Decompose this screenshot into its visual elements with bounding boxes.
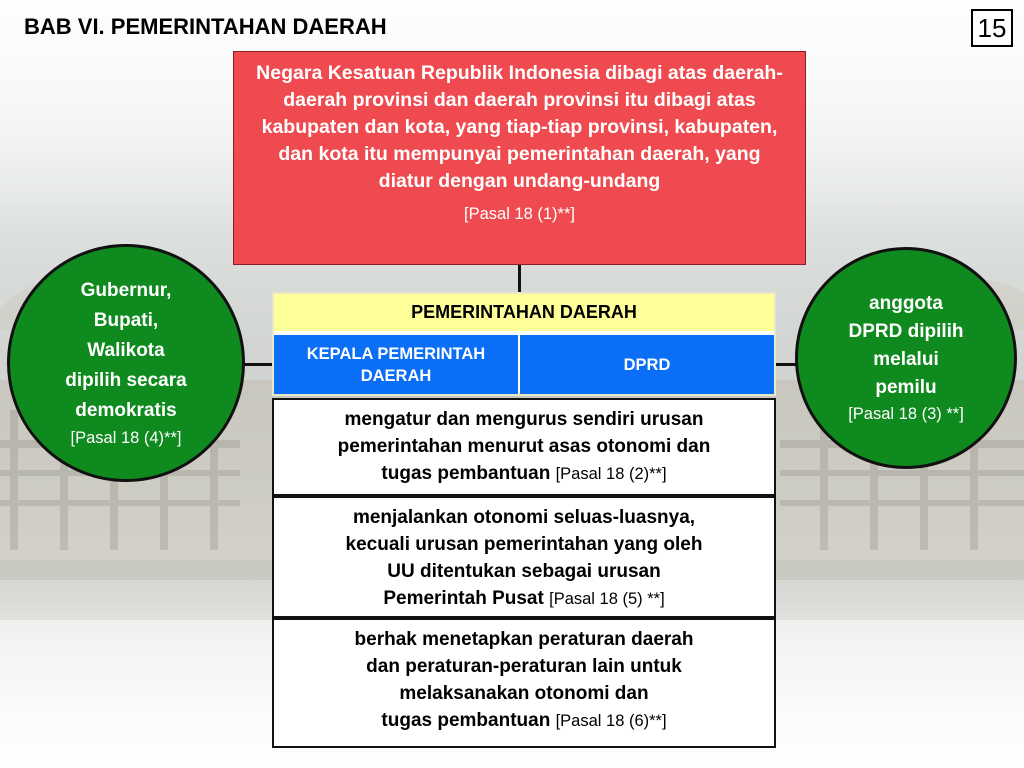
description-ref: [Pasal 18 (6)**] [555, 712, 667, 730]
kepala-pemerintah-daerah-cell: KEPALA PEMERINTAH DAERAH [274, 335, 518, 394]
constitution-ref: [Pasal 18 (1)**] [464, 205, 575, 223]
kepala-daerah-text: Gubernur, Bupati, Walikota dipilih secara demokratis [65, 280, 187, 421]
connector-top-to-center [518, 265, 521, 293]
description-ref: [Pasal 18 (5) **] [549, 590, 665, 608]
dprd-circle [795, 247, 1017, 469]
dprd-cell: DPRD [520, 335, 774, 394]
pemerintahan-daerah-header: PEMERINTAHAN DAERAH [274, 294, 774, 333]
constitution-box [233, 51, 806, 265]
connector-left-circle [244, 363, 273, 366]
dprd-circle-ref: [Pasal 18 (3) **] [848, 405, 964, 423]
kepala-daerah-ref: [Pasal 18 (4)**] [70, 429, 182, 447]
description-ref: [Pasal 18 (2)**] [555, 465, 667, 483]
connector-right-circle [776, 363, 797, 366]
description-box-3: berhak menetapkan peraturan daerah dan peraturan-peraturan lain untuk melaksanakan otonomi dan tugas pembantuan [Pasal 18 (6)**] [272, 618, 776, 748]
constitution-text: Negara Kesatuan Republik Indonesia dibagi atas daerah-daerah provinsi dan daerah provinsi itu dibagi atas kabupaten dan kota, yang tiap-tiap provinsi, kabupaten, dan kota itu mempunyai pemerintahan daerah, yang diatur dengan undang-undang [256, 62, 783, 192]
description-box-2: menjalankan otonomi seluas-luasnya, kecuali urusan pemerintahan yang oleh UU ditentukan sebagai urusan Pemerintah Pusat [Pasal 18 (5) **] [272, 496, 776, 618]
kepala-daerah-circle [7, 244, 245, 482]
dprd-circle-text: anggota DPRD dipilih melalui pemilu [848, 293, 964, 398]
page-number: 15 [971, 9, 1013, 47]
slide-title: BAB VI. PEMERINTAHAN DAERAH [24, 14, 387, 39]
description-box-1: mengatur dan mengurus sendiri urusan pemerintahan menurut asas otonomi dan tugas pembantuan [Pasal 18 (2)**] [272, 398, 776, 496]
